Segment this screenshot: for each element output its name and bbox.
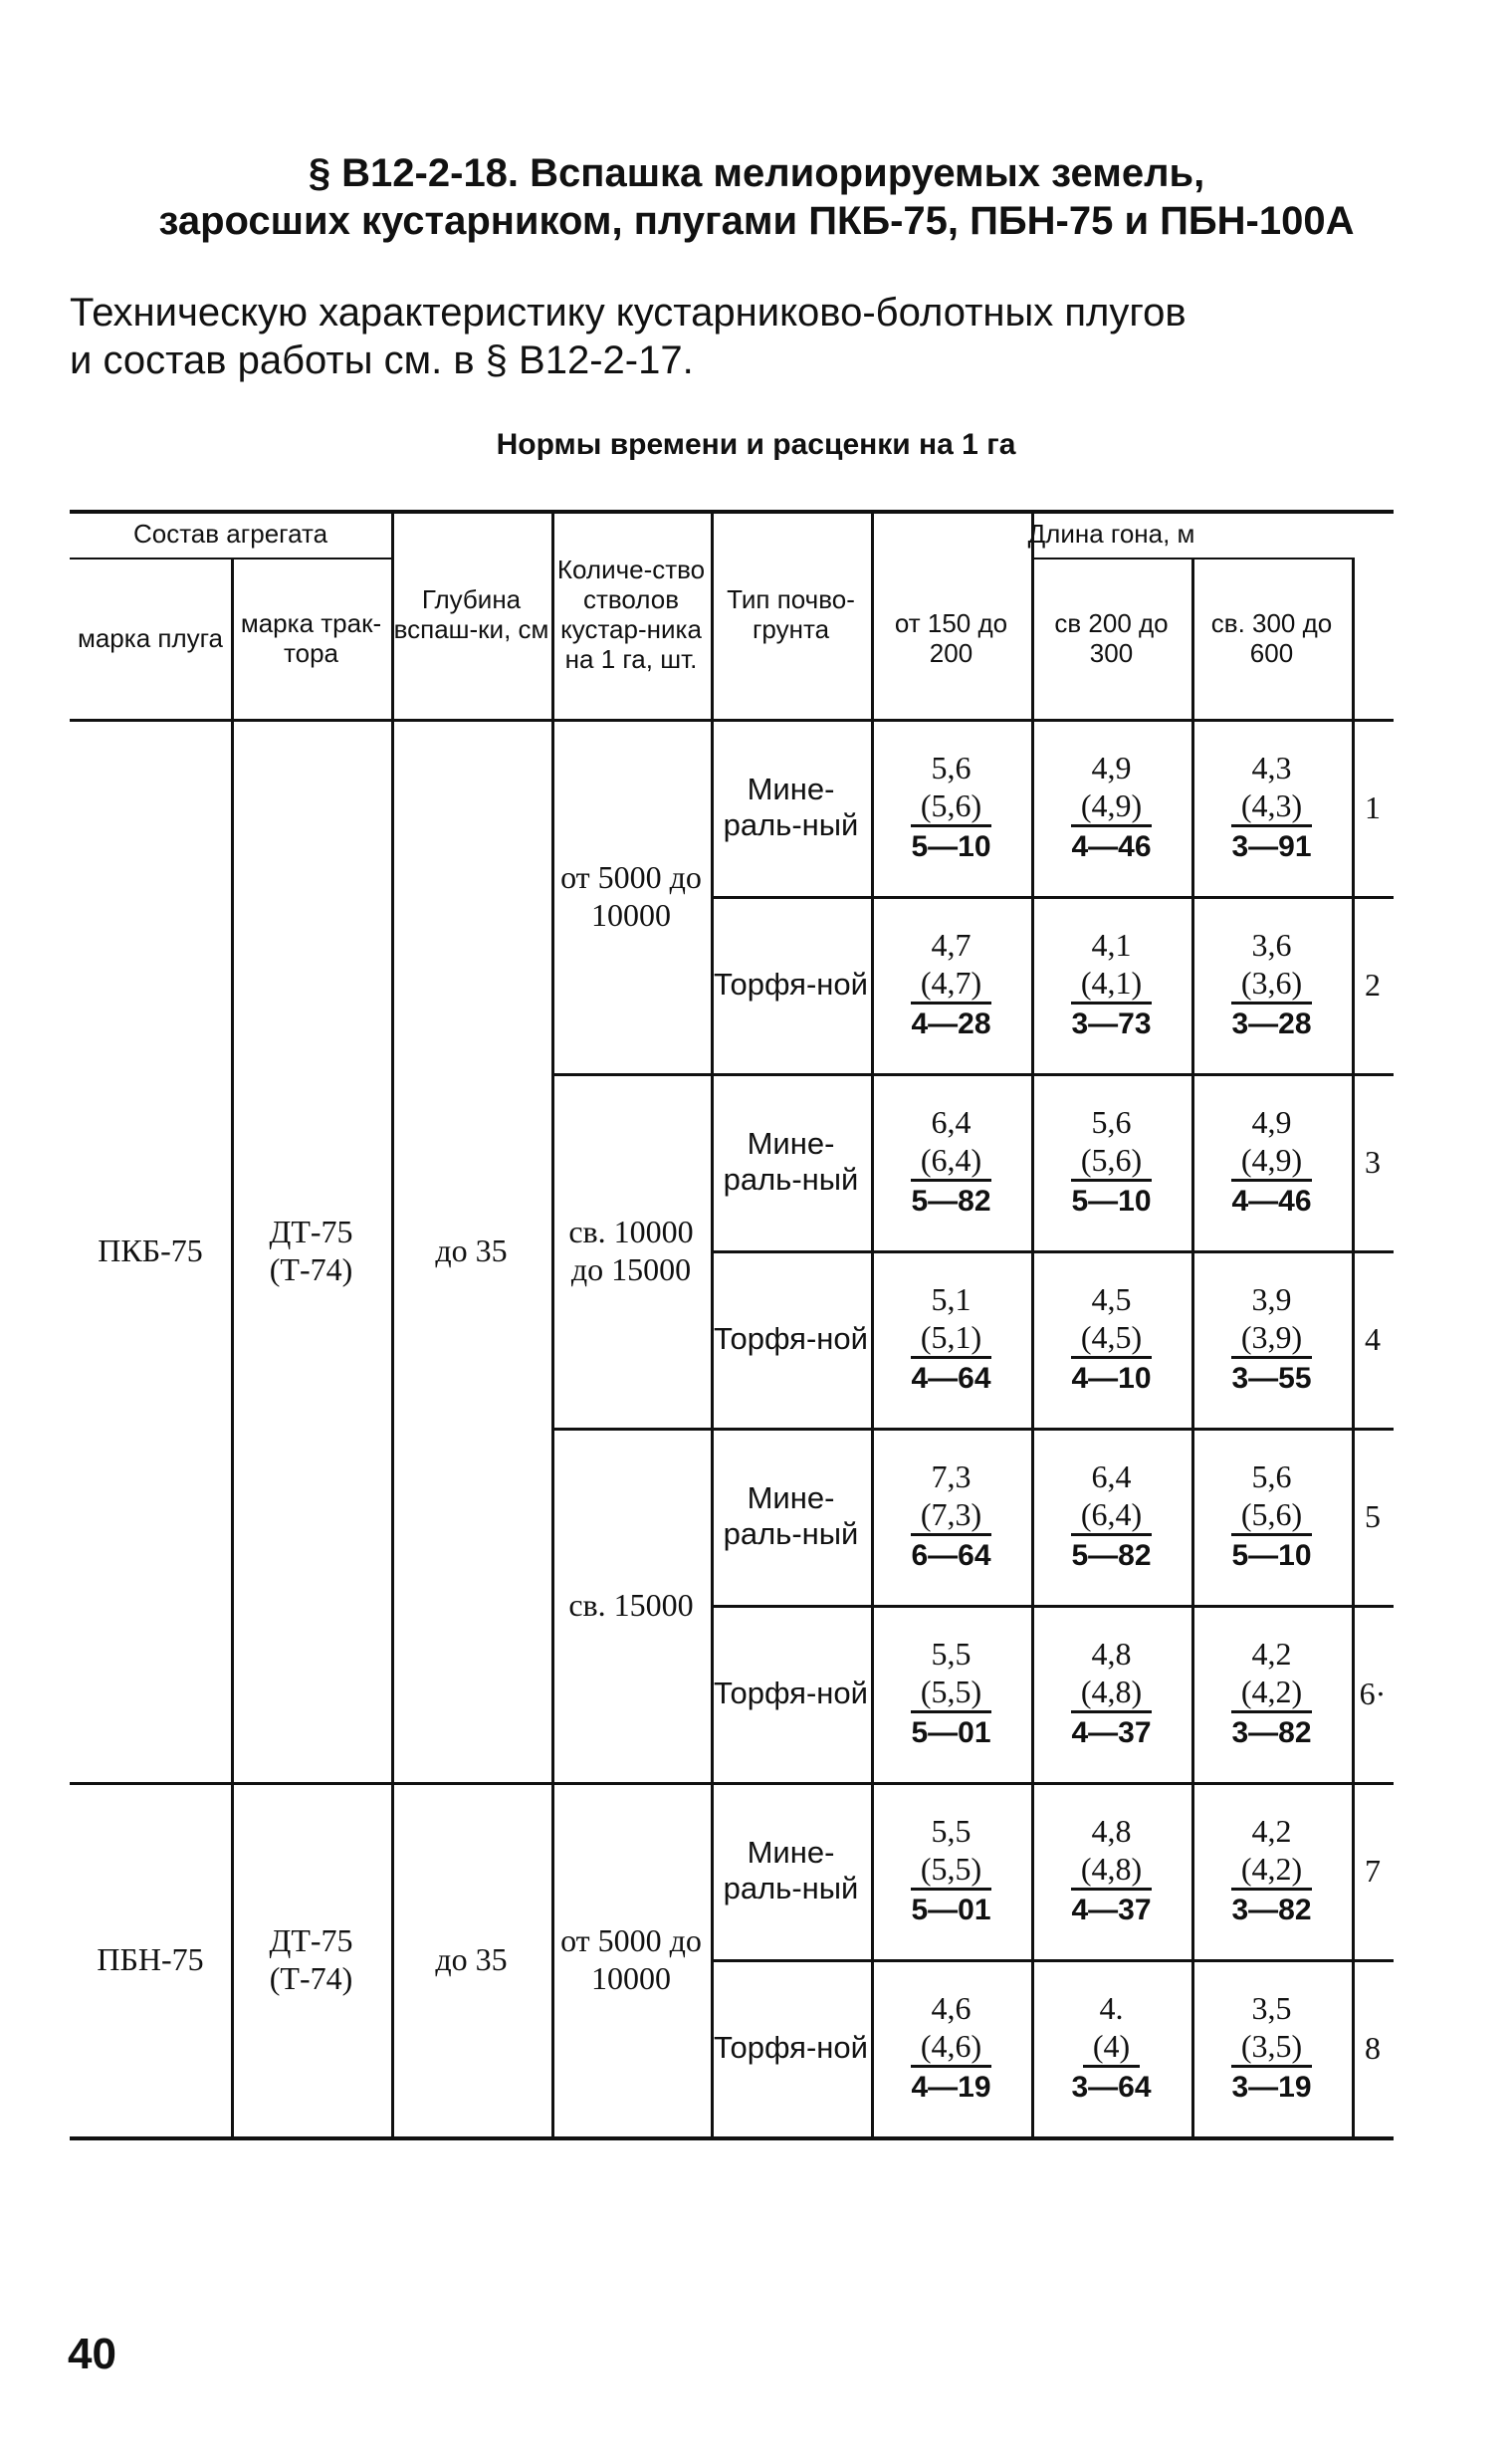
rate-value: 3—82 [1231, 1893, 1312, 1926]
rate-value: 4—19 [911, 2070, 991, 2104]
depth-cell: до 35 [435, 1941, 508, 1977]
intro-line2: и состав работы см. в § В12-2-17. [70, 338, 694, 382]
norm-coefficient-value: (4,9) [1231, 1141, 1312, 1182]
soil-type-cell: Торфя-ной [714, 1676, 868, 1710]
norm-value-cell [1031, 1250, 1191, 1428]
norm-time-value: 4,5 [1091, 1280, 1132, 1317]
header-length-2: св 200 до 300 [1054, 608, 1169, 668]
norm-time-value: 4,9 [1251, 1103, 1292, 1140]
norm-coefficient-value: (3,6) [1231, 964, 1312, 1005]
norm-value-cell [1191, 1782, 1352, 1959]
bush-count-cell: от 5000 до 10000 [560, 859, 702, 933]
tractor-brand-cell: ДТ-75 (Т-74) [269, 1214, 353, 1287]
norm-coefficient-value: (5,6) [1231, 1495, 1312, 1536]
norm-value-cell [1031, 1959, 1191, 2136]
norm-time-value: 6,4 [931, 1103, 972, 1140]
header-length-1: от 150 до 200 [894, 608, 1008, 668]
soil-type-cell: Торфя-ной [714, 1321, 868, 1356]
rate-value: 4—37 [1071, 1715, 1152, 1749]
norm-coefficient-value: (7,3) [911, 1495, 991, 1536]
rate-value: 4—37 [1071, 1893, 1152, 1926]
norm-coefficient-value: (5,1) [911, 1318, 991, 1359]
intro-line1: Техническую характеристику кустарниково-болотных плугов [70, 291, 1187, 335]
row-number-cell: 6· [1359, 1675, 1387, 1711]
norm-time-value: 5,5 [931, 1812, 972, 1849]
norm-time-value: 7,3 [931, 1457, 972, 1494]
norm-time-value: 4,9 [1091, 749, 1132, 785]
rate-value: 4—46 [1231, 1184, 1312, 1218]
header-length: Длина гона, м [1027, 519, 1195, 549]
norm-coefficient-value: (4,2) [1231, 1673, 1312, 1713]
soil-type-cell: Мине-раль-ный [723, 1835, 859, 1905]
tractor-brand-cell: ДТ-75 (Т-74) [269, 1922, 353, 1996]
norm-time-value: 5,1 [931, 1280, 972, 1317]
norm-coefficient-value: (4,5) [1071, 1318, 1152, 1359]
norm-value-cell [1191, 1250, 1352, 1428]
rate-value: 6—64 [911, 1538, 991, 1572]
norm-value-cell [1191, 1073, 1352, 1250]
norm-time-value: 3,9 [1251, 1280, 1292, 1317]
row-number-cell: 4 [1365, 1320, 1381, 1357]
norm-value-cell [1191, 1428, 1352, 1605]
row-number-cell: 3 [1365, 1143, 1381, 1180]
norm-time-value: 4. [1099, 1989, 1124, 2026]
norm-coefficient-value: (5,5) [911, 1850, 991, 1891]
norm-value-cell [1031, 896, 1191, 1073]
soil-type-cell: Мине-раль-ный [723, 1126, 859, 1197]
norm-coefficient-value: (6,4) [911, 1141, 991, 1182]
norm-coefficient-value: (4,6) [911, 2027, 991, 2068]
header-length-3: св. 300 до 600 [1210, 608, 1333, 668]
section-title-line2: заросших кустарником, плугами ПКБ-75, ПБН-75 и ПБН-100А [158, 199, 1355, 243]
bush-count-cell: от 5000 до 10000 [560, 1922, 702, 1996]
norm-value-cell [871, 1959, 1031, 2136]
rate-value: 4—28 [911, 1007, 991, 1040]
norm-coefficient-value: (4,2) [1231, 1850, 1312, 1891]
norm-time-value: 5,6 [1251, 1457, 1292, 1494]
norm-time-value: 6,4 [1091, 1457, 1132, 1494]
rate-value: 5—82 [911, 1184, 991, 1218]
rate-value: 3—19 [1231, 2070, 1312, 2104]
rate-value: 4—10 [1071, 1361, 1152, 1395]
norm-coefficient-value: (4,1) [1071, 964, 1152, 1005]
rate-value: 3—73 [1071, 1007, 1152, 1040]
norm-value-cell [1191, 896, 1352, 1073]
soil-type-cell: Торфя-ной [714, 967, 868, 1002]
norm-coefficient-value: (4,7) [911, 964, 991, 1005]
header-plow-brand: марка плуга [77, 623, 224, 653]
rate-value: 5—10 [1231, 1538, 1312, 1572]
norm-value-cell [871, 896, 1031, 1073]
plow-brand-cell: ПБН-75 [97, 1941, 204, 1977]
intro-paragraph [70, 289, 1394, 384]
rate-value: 4—46 [1071, 829, 1152, 863]
norm-value-cell [871, 1428, 1031, 1605]
rate-value: 5—10 [911, 829, 991, 863]
norm-coefficient-value: (4,9) [1071, 786, 1152, 827]
norm-coefficient-value: (4,8) [1071, 1673, 1152, 1713]
norm-time-value: 5,5 [931, 1635, 972, 1672]
norm-value-cell [1031, 719, 1191, 896]
row-number-cell: 8 [1365, 2029, 1381, 2066]
rate-value: 5—01 [911, 1893, 991, 1926]
rate-value: 3—28 [1231, 1007, 1312, 1040]
norm-coefficient-value: (5,6) [1071, 1141, 1152, 1182]
bush-count-cell: св. 10000 до 15000 [568, 1214, 694, 1287]
table-caption: Нормы времени и расценки на 1 га [496, 428, 1016, 461]
norm-value-cell [1191, 719, 1352, 896]
norm-time-value: 4,1 [1091, 926, 1132, 963]
rate-value: 5—01 [911, 1715, 991, 1749]
norm-coefficient-value: (4) [1083, 2027, 1140, 2068]
norm-time-value: 4,2 [1251, 1635, 1292, 1672]
norm-time-value: 4,8 [1091, 1635, 1132, 1672]
rate-value: 3—82 [1231, 1715, 1312, 1749]
header-count: Количе-ство стволов кустар-ника на 1 га, шт. [556, 555, 706, 674]
header-soil: Тип почво-грунта [727, 584, 855, 644]
norm-time-value: 4,7 [931, 926, 972, 963]
norm-time-value: 4,6 [931, 1989, 972, 2026]
norm-time-value: 4,8 [1091, 1812, 1132, 1849]
norm-time-value: 5,6 [931, 749, 972, 785]
header-aggregate: Состав агрегата [132, 519, 328, 549]
header-tractor-brand: марка трак-тора [240, 608, 382, 668]
rate-value: 3—55 [1231, 1361, 1312, 1395]
norm-value-cell [1031, 1073, 1191, 1250]
rate-value: 5—82 [1071, 1538, 1152, 1572]
soil-type-cell: Торфя-ной [714, 2030, 868, 2065]
norm-value-cell [871, 719, 1031, 896]
table-bottom-rule [70, 2136, 1394, 2140]
norm-value-cell [1191, 1605, 1352, 1782]
rate-value: 3—64 [1071, 2070, 1152, 2104]
rate-value: 3—91 [1231, 829, 1312, 863]
norm-coefficient-value: (4,8) [1071, 1850, 1152, 1891]
row-number-cell: 1 [1365, 788, 1381, 825]
norm-coefficient-value: (6,4) [1071, 1495, 1152, 1536]
norm-time-value: 4,2 [1251, 1812, 1292, 1849]
norm-value-cell [1031, 1428, 1191, 1605]
norm-coefficient-value: (4,3) [1231, 786, 1312, 827]
norm-value-cell [871, 1605, 1031, 1782]
norm-value-cell [1031, 1605, 1191, 1782]
norm-coefficient-value: (5,6) [911, 786, 991, 827]
rate-value: 4—64 [911, 1361, 991, 1395]
row-number-cell: 7 [1365, 1852, 1381, 1889]
norm-value-cell [1191, 1959, 1352, 2136]
soil-type-cell: Мине-раль-ный [723, 772, 859, 842]
bush-count-cell: св. 15000 [568, 1587, 694, 1623]
norm-value-cell [871, 1782, 1031, 1959]
norm-coefficient-value: (3,9) [1231, 1318, 1312, 1359]
norm-value-cell [1031, 1782, 1191, 1959]
row-number-cell: 5 [1365, 1497, 1381, 1534]
soil-type-cell: Мине-раль-ный [723, 1480, 859, 1551]
norm-coefficient-value: (3,5) [1231, 2027, 1312, 2068]
plow-brand-cell: ПКБ-75 [98, 1232, 203, 1268]
norm-value-cell [871, 1250, 1031, 1428]
norm-coefficient-value: (5,5) [911, 1673, 991, 1713]
section-title-line1: § В12-2-18. Вспашка мелиорируемых земель, [308, 151, 1205, 195]
row-number-cell: 2 [1365, 966, 1381, 1003]
rate-value: 5—10 [1071, 1184, 1152, 1218]
norm-time-value: 5,6 [1091, 1103, 1132, 1140]
norm-time-value: 3,6 [1251, 926, 1292, 963]
header-depth: Глубина вспаш-ки, см [393, 584, 549, 644]
norm-value-cell [871, 1073, 1031, 1250]
depth-cell: до 35 [435, 1232, 508, 1268]
norm-time-value: 3,5 [1251, 1989, 1292, 2026]
section-title [60, 149, 1453, 245]
page-number: 40 [68, 2330, 116, 2378]
norm-time-value: 4,3 [1251, 749, 1292, 785]
